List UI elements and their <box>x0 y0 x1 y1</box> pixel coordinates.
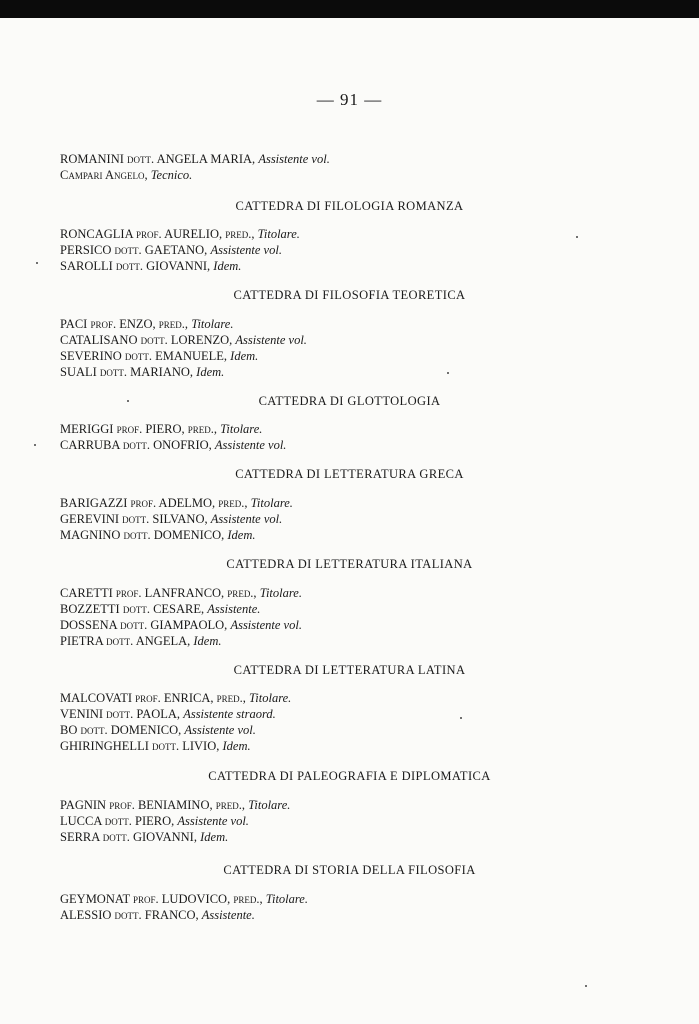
scan-speck <box>36 262 38 264</box>
list-item: CARETTI prof. LANFRANCO, pred., Titolare. <box>60 586 302 600</box>
list-item: SEVERINO dott. EMANUELE, Idem. <box>60 349 259 363</box>
list-item: PACI prof. ENZO, pred., Titolare. <box>60 317 234 331</box>
list-item: ALESSIO dott. FRANCO, Assistente. <box>60 908 255 922</box>
list-item: BO dott. DOMENICO, Assistente vol. <box>60 723 256 737</box>
list-item: PAGNIN prof. BENIAMINO, pred., Titolare. <box>60 798 291 812</box>
list-item: PIETRA dott. ANGELA, Idem. <box>60 634 222 648</box>
scan-speck <box>460 717 462 719</box>
list-item: SERRA dott. GIOVANNI, Idem. <box>60 830 229 844</box>
list-item: BARIGAZZI prof. ADELMO, pred., Titolare. <box>60 496 293 510</box>
scan-speck <box>127 400 129 402</box>
list-item: CARRUBA dott. ONOFRIO, Assistente vol. <box>60 438 287 452</box>
list-item: MAGNINO dott. DOMENICO, Idem. <box>60 528 256 542</box>
section-list <box>60 421 660 453</box>
section-heading: CATTEDRA DI LETTERATURA LATINA <box>233 663 466 677</box>
list-item: GHIRINGHELLI dott. LIVIO, Idem. <box>60 739 251 753</box>
list-item: SUALI dott. MARIANO, Idem. <box>60 365 225 379</box>
section-list <box>60 690 660 754</box>
section-list <box>60 495 660 543</box>
list-item: SAROLLI dott. GIOVANNI, Idem. <box>60 259 242 273</box>
list-item: MALCOVATI prof. ENRICA, pred., Titolare. <box>60 691 292 705</box>
list-item: MERIGGI prof. PIERO, pred., Titolare. <box>60 422 263 436</box>
list-item: GEREVINI dott. SILVANO, Assistente vol. <box>60 512 283 526</box>
section-heading: CATTEDRA DI LETTERATURA GRECA <box>235 467 464 481</box>
section-list <box>60 797 660 845</box>
list-item: PERSICO dott. GAETANO, Assistente vol. <box>60 243 282 257</box>
scan-top-border <box>0 0 699 18</box>
list-item: CATALISANO dott. LORENZO, Assistente vol. <box>60 333 307 347</box>
section-list <box>60 891 660 923</box>
section-heading: CATTEDRA DI STORIA DELLA FILOSOFIA <box>223 863 476 877</box>
scan-speck <box>576 236 578 238</box>
section-heading: CATTEDRA DI PALEOGRAFIA E DIPLOMATICA <box>208 769 491 783</box>
section-list <box>60 585 660 649</box>
section-heading: CATTEDRA DI FILOLOGIA ROMANZA <box>235 199 464 213</box>
intro-list <box>60 151 660 183</box>
section-list <box>60 226 660 274</box>
list-item: BOZZETTI dott. CESARE, Assistente. <box>60 602 261 616</box>
section-list <box>60 316 660 380</box>
scan-speck <box>585 985 587 987</box>
section-heading: CATTEDRA DI LETTERATURA ITALIANA <box>226 557 473 571</box>
scan-speck <box>34 444 36 446</box>
list-item: DOSSENA dott. GIAMPAOLO, Assistente vol. <box>60 618 302 632</box>
list-item: RONCAGLIA prof. AURELIO, pred., Titolare. <box>60 227 300 241</box>
list-item: LUCCA dott. PIERO, Assistente vol. <box>60 814 249 828</box>
page-number: — 91 — <box>316 90 383 109</box>
section-heading: CATTEDRA DI FILOSOFIA TEORETICA <box>233 288 466 302</box>
list-item: ROMANINI dott. ANGELA MARIA, Assistente vol. <box>60 152 330 166</box>
scan-speck <box>447 372 449 374</box>
list-item: GEYMONAT prof. LUDOVICO, pred., Titolare. <box>60 892 308 906</box>
list-item: VENINI dott. PAOLA, Assistente straord. <box>60 707 276 721</box>
list-item: Campari Angelo, Tecnico. <box>60 168 193 182</box>
section-heading: CATTEDRA DI GLOTTOLOGIA <box>258 394 441 408</box>
